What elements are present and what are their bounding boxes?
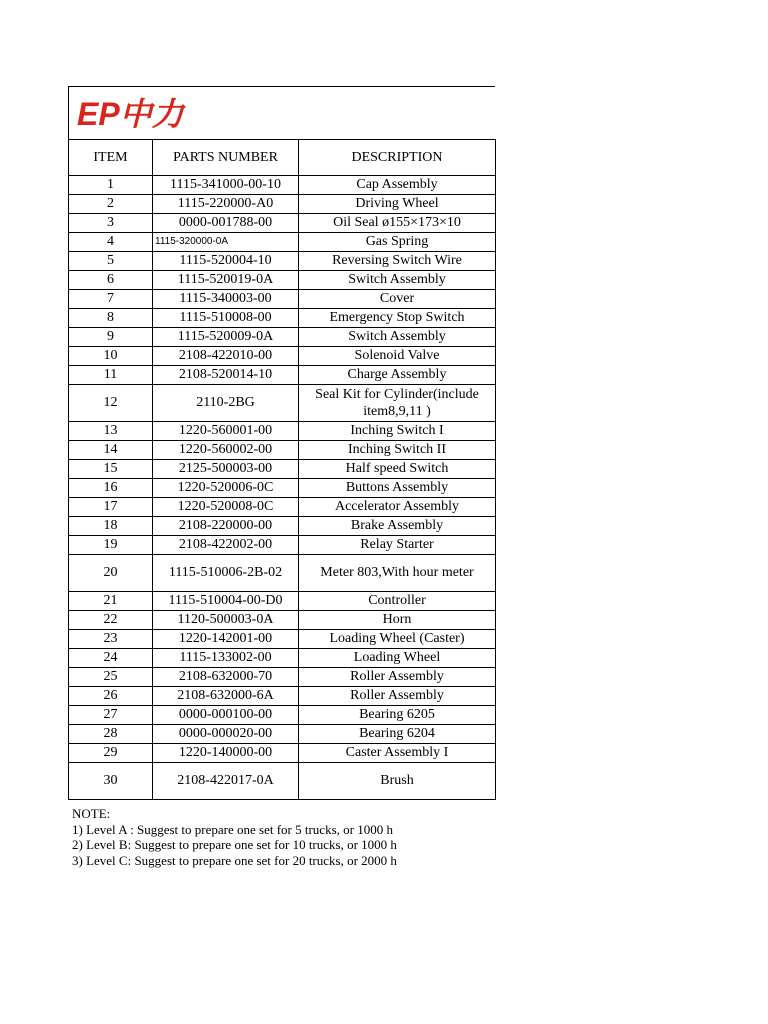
parts-number-cell: 1115-341000-00-10	[153, 176, 299, 195]
item-cell: 24	[69, 649, 153, 668]
description-cell: Switch Assembly	[299, 271, 496, 290]
item-cell: 21	[69, 592, 153, 611]
description-cell: Buttons Assembly	[299, 479, 496, 498]
table-row	[69, 328, 496, 347]
table-row	[69, 630, 496, 649]
parts-number-cell: 1115-510008-00	[153, 309, 299, 328]
parts-number-cell: 0000-000100-00	[153, 706, 299, 725]
table-row	[69, 668, 496, 687]
table-row	[69, 233, 496, 252]
table-row	[69, 422, 496, 441]
parts-number-cell: 2108-422002-00	[153, 536, 299, 555]
item-cell: 2	[69, 195, 153, 214]
description-cell: Meter 803,With hour meter	[299, 555, 496, 592]
description-cell: Oil Seal ø155×173×10	[299, 214, 496, 233]
note-line: 1) Level A : Suggest to prepare one set for 5 trucks, or 1000 h	[72, 821, 393, 837]
table-row	[69, 195, 496, 214]
item-cell: 14	[69, 441, 153, 460]
parts-number-cell: 1220-140000-00	[153, 744, 299, 763]
description-cell: Reversing Switch Wire	[299, 252, 496, 271]
description-cell: Bearing 6205	[299, 706, 496, 725]
item-cell: 11	[69, 366, 153, 385]
item-cell: 13	[69, 422, 153, 441]
description-cell: Accelerator Assembly	[299, 498, 496, 517]
description-cell: Charge Assembly	[299, 366, 496, 385]
parts-number-cell: 2108-632000-70	[153, 668, 299, 687]
parts-number-cell: 1115-220000-A0	[153, 195, 299, 214]
table-row	[69, 479, 496, 498]
description-cell: Loading Wheel (Caster)	[299, 630, 496, 649]
description-cell: Roller Assembly	[299, 687, 496, 706]
parts-number-cell: 2108-422017-0A	[153, 763, 299, 800]
item-cell: 25	[69, 668, 153, 687]
description-cell: Relay Starter	[299, 536, 496, 555]
table-row	[69, 366, 496, 385]
item-cell: 5	[69, 252, 153, 271]
parts-number-cell: 2108-632000-6A	[153, 687, 299, 706]
table-row	[69, 214, 496, 233]
item-cell: 22	[69, 611, 153, 630]
description-cell: Gas Spring	[299, 233, 496, 252]
item-cell: 9	[69, 328, 153, 347]
table-row	[69, 763, 496, 800]
description-cell: Half speed Switch	[299, 460, 496, 479]
item-cell: 23	[69, 630, 153, 649]
item-cell: 15	[69, 460, 153, 479]
description-cell: Brake Assembly	[299, 517, 496, 536]
notes	[72, 806, 397, 868]
item-cell: 16	[69, 479, 153, 498]
table-row	[69, 555, 496, 592]
header-parts-number: PARTS NUMBER	[153, 140, 299, 176]
parts-number-cell: 1115-520009-0A	[153, 328, 299, 347]
item-cell: 17	[69, 498, 153, 517]
description-cell: Cover	[299, 290, 496, 309]
description-cell: Brush	[299, 763, 496, 800]
description-cell: Caster Assembly I	[299, 744, 496, 763]
parts-number-cell: 1115-520004-10	[153, 252, 299, 271]
parts-number-cell: 1220-142001-00	[153, 630, 299, 649]
description-cell: Switch Assembly	[299, 328, 496, 347]
description-cell: Cap Assembly	[299, 176, 496, 195]
table-row	[69, 611, 496, 630]
table-row	[69, 290, 496, 309]
item-cell: 10	[69, 347, 153, 366]
parts-number-cell: 0000-001788-00	[153, 214, 299, 233]
item-cell: 7	[69, 290, 153, 309]
table-row	[69, 725, 496, 744]
parts-number-cell: 2125-500003-00	[153, 460, 299, 479]
parts-number-cell: 1115-510004-00-D0	[153, 592, 299, 611]
description-cell: Horn	[299, 611, 496, 630]
parts-number-cell: 1115-320000-0A	[153, 233, 299, 252]
description-cell: Bearing 6204	[299, 725, 496, 744]
item-cell: 3	[69, 214, 153, 233]
parts-number-cell: 1120-500003-0A	[153, 611, 299, 630]
item-cell: 20	[69, 555, 153, 592]
parts-number-cell: 2108-520014-10	[153, 366, 299, 385]
item-cell: 8	[69, 309, 153, 328]
table-row	[69, 744, 496, 763]
description-cell: Emergency Stop Switch	[299, 309, 496, 328]
table-row	[69, 687, 496, 706]
item-cell: 27	[69, 706, 153, 725]
item-cell: 18	[69, 517, 153, 536]
item-cell: 1	[69, 176, 153, 195]
parts-table	[68, 139, 496, 800]
table-row	[69, 252, 496, 271]
parts-number-cell: 0000-000020-00	[153, 725, 299, 744]
table-row	[69, 592, 496, 611]
table-row	[69, 309, 496, 328]
parts-number-cell: 1115-510006-2B-02	[153, 555, 299, 592]
parts-number-cell: 1115-520019-0A	[153, 271, 299, 290]
item-cell: 28	[69, 725, 153, 744]
item-cell: 29	[69, 744, 153, 763]
table-row	[69, 347, 496, 366]
table-row	[69, 517, 496, 536]
table-row	[69, 460, 496, 479]
description-cell: Driving Wheel	[299, 195, 496, 214]
header-item: ITEM	[69, 140, 153, 176]
parts-number-cell: 1115-133002-00	[153, 649, 299, 668]
logo-text: EP中力	[77, 96, 184, 131]
table-row	[69, 649, 496, 668]
table-header-row	[69, 140, 496, 176]
parts-number-cell: 2108-220000-00	[153, 517, 299, 536]
table-row	[69, 706, 496, 725]
parts-number-cell: 1115-340003-00	[153, 290, 299, 309]
note-line: 3) Level C: Suggest to prepare one set for 20 trucks, or 2000 h	[72, 852, 397, 868]
item-cell: 26	[69, 687, 153, 706]
parts-number-cell: 2108-422010-00	[153, 347, 299, 366]
description-cell: Inching Switch II	[299, 441, 496, 460]
item-cell: 30	[69, 763, 153, 800]
note-line: 2) Level B: Suggest to prepare one set for 10 trucks, or 1000 h	[72, 837, 397, 852]
table-row	[69, 441, 496, 460]
notes-title: NOTE:	[72, 806, 111, 821]
description-cell: Roller Assembly	[299, 668, 496, 687]
description-cell: Inching Switch I	[299, 422, 496, 441]
header-description: DESCRIPTION	[299, 140, 496, 176]
parts-number-cell: 2110-2BG	[153, 385, 299, 422]
item-cell: 19	[69, 536, 153, 555]
item-cell: 12	[69, 385, 153, 422]
description-cell: Seal Kit for Cylinder(include item8,9,11 )	[299, 385, 496, 422]
description-cell: Solenoid Valve	[299, 347, 496, 366]
parts-number-cell: 1220-520006-0C	[153, 479, 299, 498]
parts-number-cell: 1220-520008-0C	[153, 498, 299, 517]
description-cell: Controller	[299, 592, 496, 611]
ep-logo	[77, 95, 207, 131]
table-row	[69, 498, 496, 517]
parts-number-cell: 1220-560002-00	[153, 441, 299, 460]
item-cell: 4	[69, 233, 153, 252]
table-row	[69, 385, 496, 422]
table-row	[69, 536, 496, 555]
parts-number-cell: 1220-560001-00	[153, 422, 299, 441]
table-row	[69, 271, 496, 290]
table-row	[69, 176, 496, 195]
item-cell: 6	[69, 271, 153, 290]
logo-header	[68, 86, 495, 139]
description-cell: Loading Wheel	[299, 649, 496, 668]
